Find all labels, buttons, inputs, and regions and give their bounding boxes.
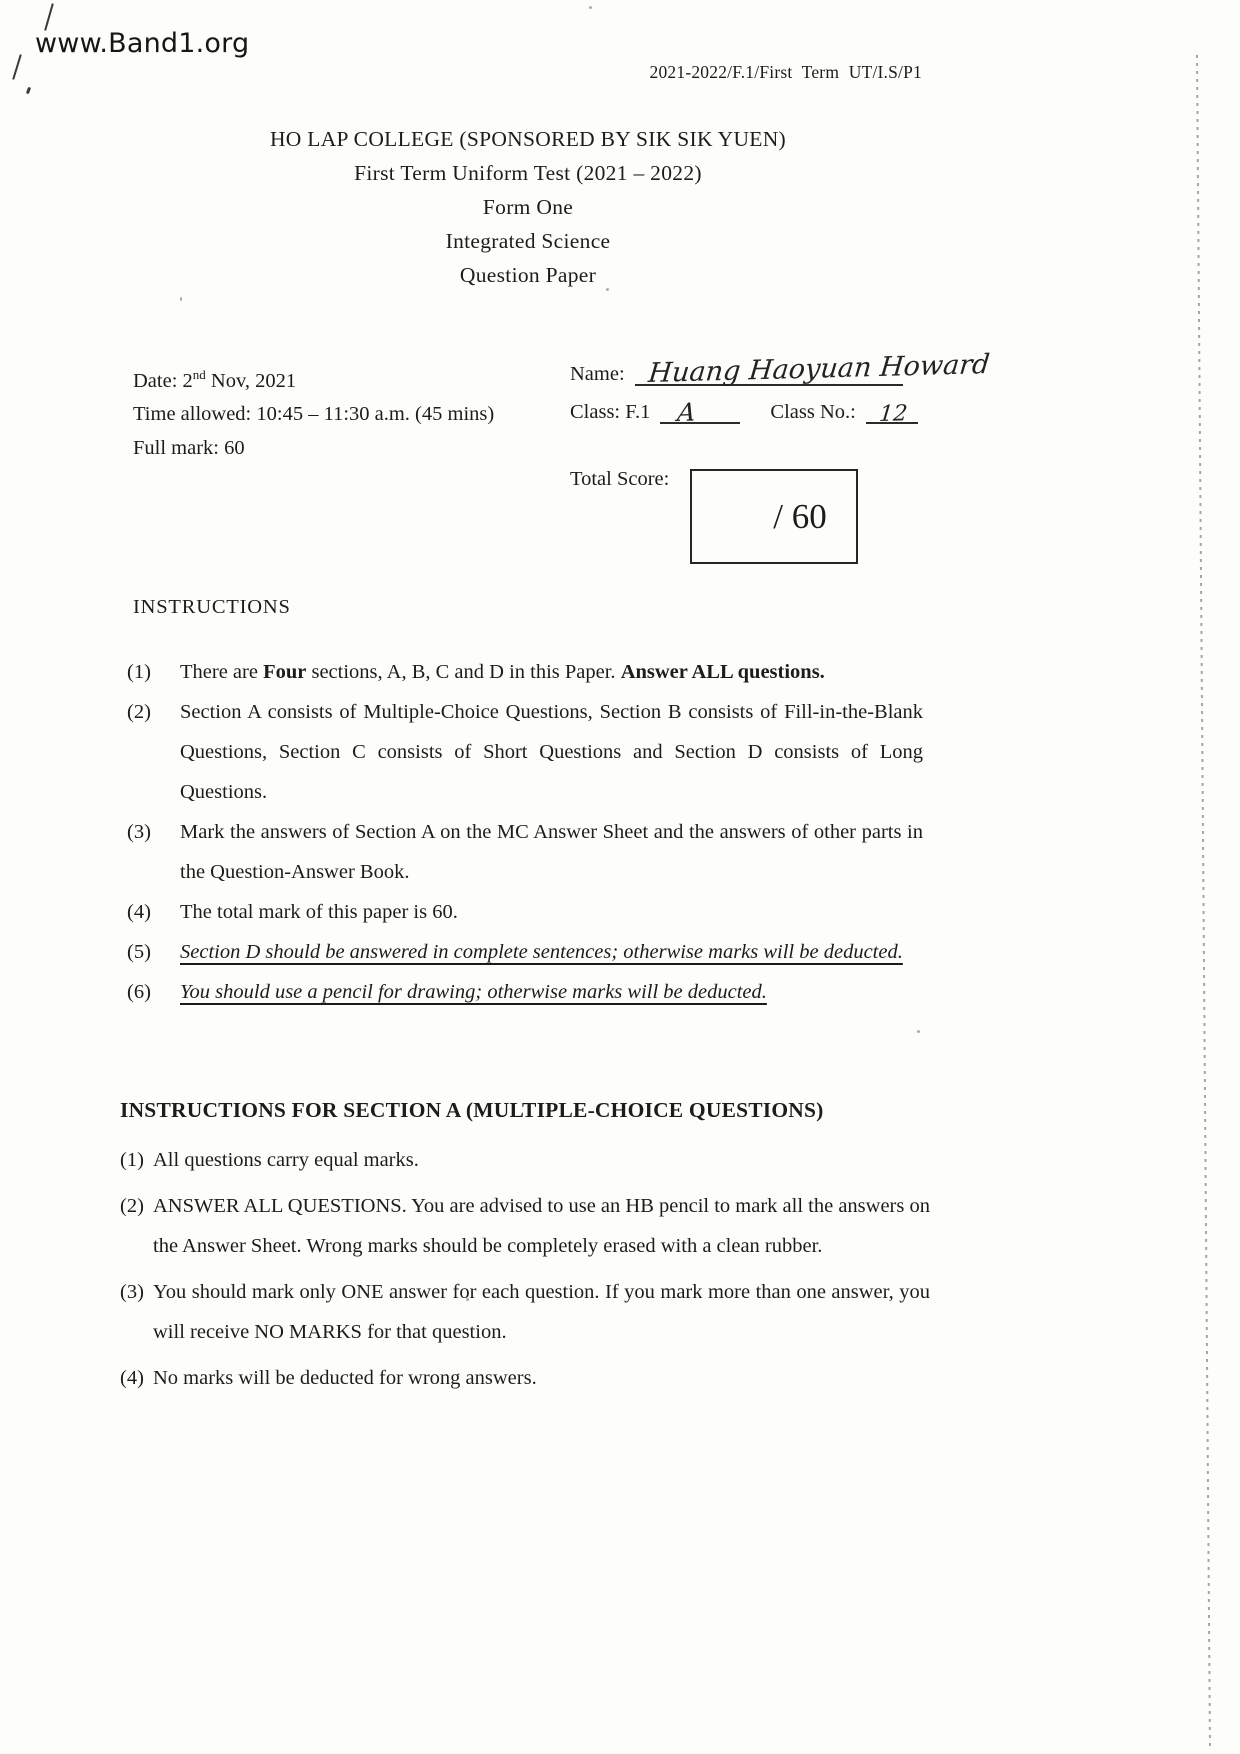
scan-speck [917,1030,920,1033]
total-score-box [690,469,858,564]
name-field [635,349,991,389]
bold-segment: Answer ALL questions. [620,661,825,683]
item-text [180,652,923,692]
section-a-item [120,1272,930,1353]
item-number: (6) [127,981,151,1003]
instruction-item [127,932,923,972]
item-text: Section A consists of Multiple-Choice Questions, Section B consists of Fill-in-the-Blank Questions, Section C consists of Short Questions and Section D consists of Long Questions. [180,701,923,803]
date-line [133,358,494,398]
item-number: (2) [127,701,151,723]
item-text: Mark the answers of Section A on the MC Answer Sheet and the answers of other parts in the Question-Answer Book. [180,821,923,883]
class-no-label: Class No.: [770,401,856,423]
scan-speck [589,6,592,9]
date-ordinal: nd [192,367,206,382]
item-text: All questions carry equal marks. [153,1149,419,1171]
section-a-instructions [120,1098,930,1403]
school-name: HO LAP COLLEGE (SPONSORED BY SIK SIK YUEN) [269,127,787,151]
item-text: The total mark of this paper is 60. [180,901,458,923]
instruction-item [127,972,923,1012]
instruction-item [127,892,923,932]
text-segment: sections, A, B, C and D in this Paper. [306,661,621,683]
scan-artifact-slash [12,54,22,79]
item-number: (5) [127,941,151,963]
bold-segment: Four [263,661,307,683]
subject-name: Integrated Science [445,229,611,253]
scan-artifact-slash [44,3,54,30]
item-text: No marks will be deducted for wrong answers. [153,1366,537,1389]
paper-type: Question Paper [459,263,597,287]
score-denominator: / 60 [773,496,827,536]
date-text: Nov, 2021 [205,369,297,392]
class-row [570,397,918,427]
item-text: You should mark only ONE answer for each question. If you mark more than one answer, you will receive NO MARKS for that question. [153,1280,930,1343]
scan-line-artifact [1196,55,1211,1750]
exam-name: First Term Uniform Test (2021 – 2022) [354,161,702,185]
item-number: (1) [127,661,151,683]
full-mark-line: Full mark: 60 [133,436,245,459]
time-allowed-line: Time allowed: 10:45 – 11:30 a.m. (45 mins) [133,403,495,426]
handwritten-class-no: 12 [877,401,909,427]
instruction-item [127,812,923,892]
item-number: (4) [120,1366,144,1389]
paper-reference-code: 2021-2022/F.1/First Term UT/I.S/P1 [649,62,922,82]
item-text-emphasized: You should use a pencil for drawing; otherwise marks will be deducted. [180,981,767,1003]
name-label: Name: [570,363,625,385]
item-text-emphasized: Section D should be answered in complete sentences; otherwise marks will be deducted. [180,941,903,963]
handwritten-name: Huang Haoyuan Howard [646,349,991,389]
total-score-label: Total Score: [570,468,670,490]
name-row [570,349,991,389]
instructions-heading: INSTRUCTIONS [133,596,291,618]
section-a-heading: INSTRUCTIONS FOR SECTION A (MULTIPLE-CHOICE QUESTIONS) [120,1098,824,1122]
item-text: ANSWER ALL QUESTIONS. You are advised to use an HB pencil to mark all the answers on the Answer Sheet. Wrong marks should be completely erased with a clean rubber. [153,1194,930,1257]
watermark-band1: www.Band1.org [35,28,250,59]
scan-speck [180,297,182,301]
date-text: Date: 2 [133,369,193,392]
title-block [0,122,1056,292]
instructions-list [127,652,923,1012]
text-segment: There are [180,661,264,683]
section-a-item [120,1140,930,1181]
item-number: (3) [127,821,151,843]
class-label: Class: F.1 [570,401,651,423]
section-a-item [120,1358,930,1399]
section-a-item [120,1186,930,1267]
instruction-item [127,652,923,692]
form-level: Form One [482,195,574,219]
item-number: (2) [120,1194,144,1217]
handwritten-class: A [676,397,698,427]
item-number: (3) [120,1280,144,1303]
instruction-item [127,692,923,812]
item-number: (4) [127,901,151,923]
class-field [660,397,740,427]
class-no-field [866,401,918,427]
item-number: (1) [120,1149,144,1171]
exam-info-left [133,358,494,465]
scan-artifact-mark [26,87,31,95]
